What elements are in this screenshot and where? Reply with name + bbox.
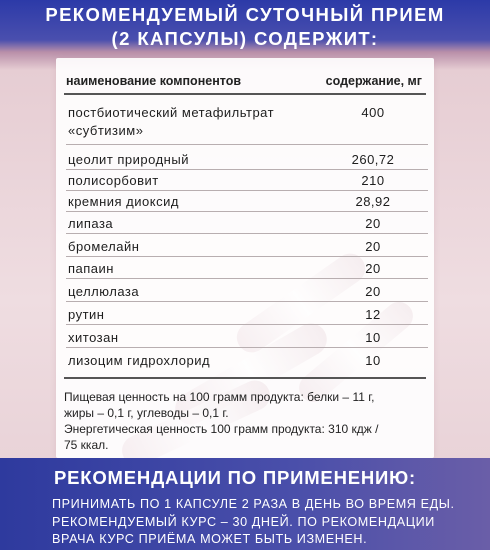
row-divider (66, 301, 428, 302)
component-name: полисорбовит (68, 173, 159, 188)
row-divider (66, 324, 428, 325)
component-value: 260,72 (351, 152, 395, 167)
row-divider (66, 233, 428, 234)
component-name (68, 104, 318, 140)
row-divider (66, 211, 428, 212)
row-divider (66, 144, 428, 145)
column-header-value: содержание, мг (325, 74, 422, 88)
usage-line: РЕКОМЕНДУЕМЫЙ КУРС – 30 ДНЕЙ. ПО РЕКОМЕНДАЦИИ (52, 514, 435, 529)
row-divider (66, 190, 428, 191)
component-name: целлюлаза (68, 284, 140, 299)
nutrition-info (64, 389, 434, 453)
component-name-line: постбиотический метафильтрат (68, 105, 275, 120)
nutrition-line: Энергетическая ценность 100 грамм продукта: 310 кдж / (64, 422, 379, 436)
column-header-name: наименование компонентов (66, 74, 242, 88)
component-name: кремния диоксид (68, 194, 179, 209)
component-name: цеолит природный (68, 152, 189, 167)
row-divider (66, 256, 428, 257)
component-name: хитозан (68, 330, 119, 345)
nutrition-line: Пищевая ценность на 100 грамм продукта: белки – 11 г, (64, 390, 375, 404)
usage-line: ВРАЧА КУРС ПРИЁМА МОЖЕТ БЫТЬ ИЗМЕНЕН. (52, 532, 368, 546)
component-value: 12 (365, 307, 381, 322)
component-value: 10 (365, 330, 381, 345)
component-name: бромелайн (68, 239, 140, 254)
row-divider (66, 169, 428, 170)
component-value: 10 (365, 353, 381, 368)
component-name: лизоцим гидрохлорид (68, 353, 211, 368)
table-footer-divider (64, 377, 426, 379)
component-value: 210 (361, 173, 385, 188)
component-value: 20 (365, 284, 381, 299)
page-header (0, 0, 490, 56)
usage-text (52, 496, 482, 549)
usage-title: РЕКОМЕНДАЦИИ ПО ПРИМЕНЕНИЮ: (54, 467, 416, 488)
nutrition-line: жиры – 0,1 г, углеводы – 0,1 г. (64, 406, 229, 420)
header-line-1: РЕКОМЕНДУЕМЫЙ СУТОЧНЫЙ ПРИЕМ (45, 4, 445, 25)
usage-line: ПРИНИМАТЬ ПО 1 КАПСУЛЕ 2 РАЗА В ДЕНЬ ВО ВРЕМЯ ЕДЫ. (52, 497, 455, 511)
component-value: 20 (365, 239, 381, 254)
component-value: 20 (365, 216, 381, 231)
component-name: папаин (68, 261, 114, 276)
component-value: 20 (365, 261, 381, 276)
nutrition-line: 75 ккал. (64, 438, 109, 452)
component-name: рутин (68, 307, 105, 322)
component-name: липаза (68, 216, 114, 231)
header-line-2: (2 КАПСУЛЫ) СОДЕРЖИТ: (111, 28, 379, 49)
usage-panel (0, 458, 490, 550)
row-divider (66, 347, 428, 348)
component-value: 400 (361, 105, 385, 120)
component-name-line: «субтизим» (68, 123, 144, 138)
row-divider (66, 278, 428, 279)
component-value: 28,92 (355, 194, 391, 209)
